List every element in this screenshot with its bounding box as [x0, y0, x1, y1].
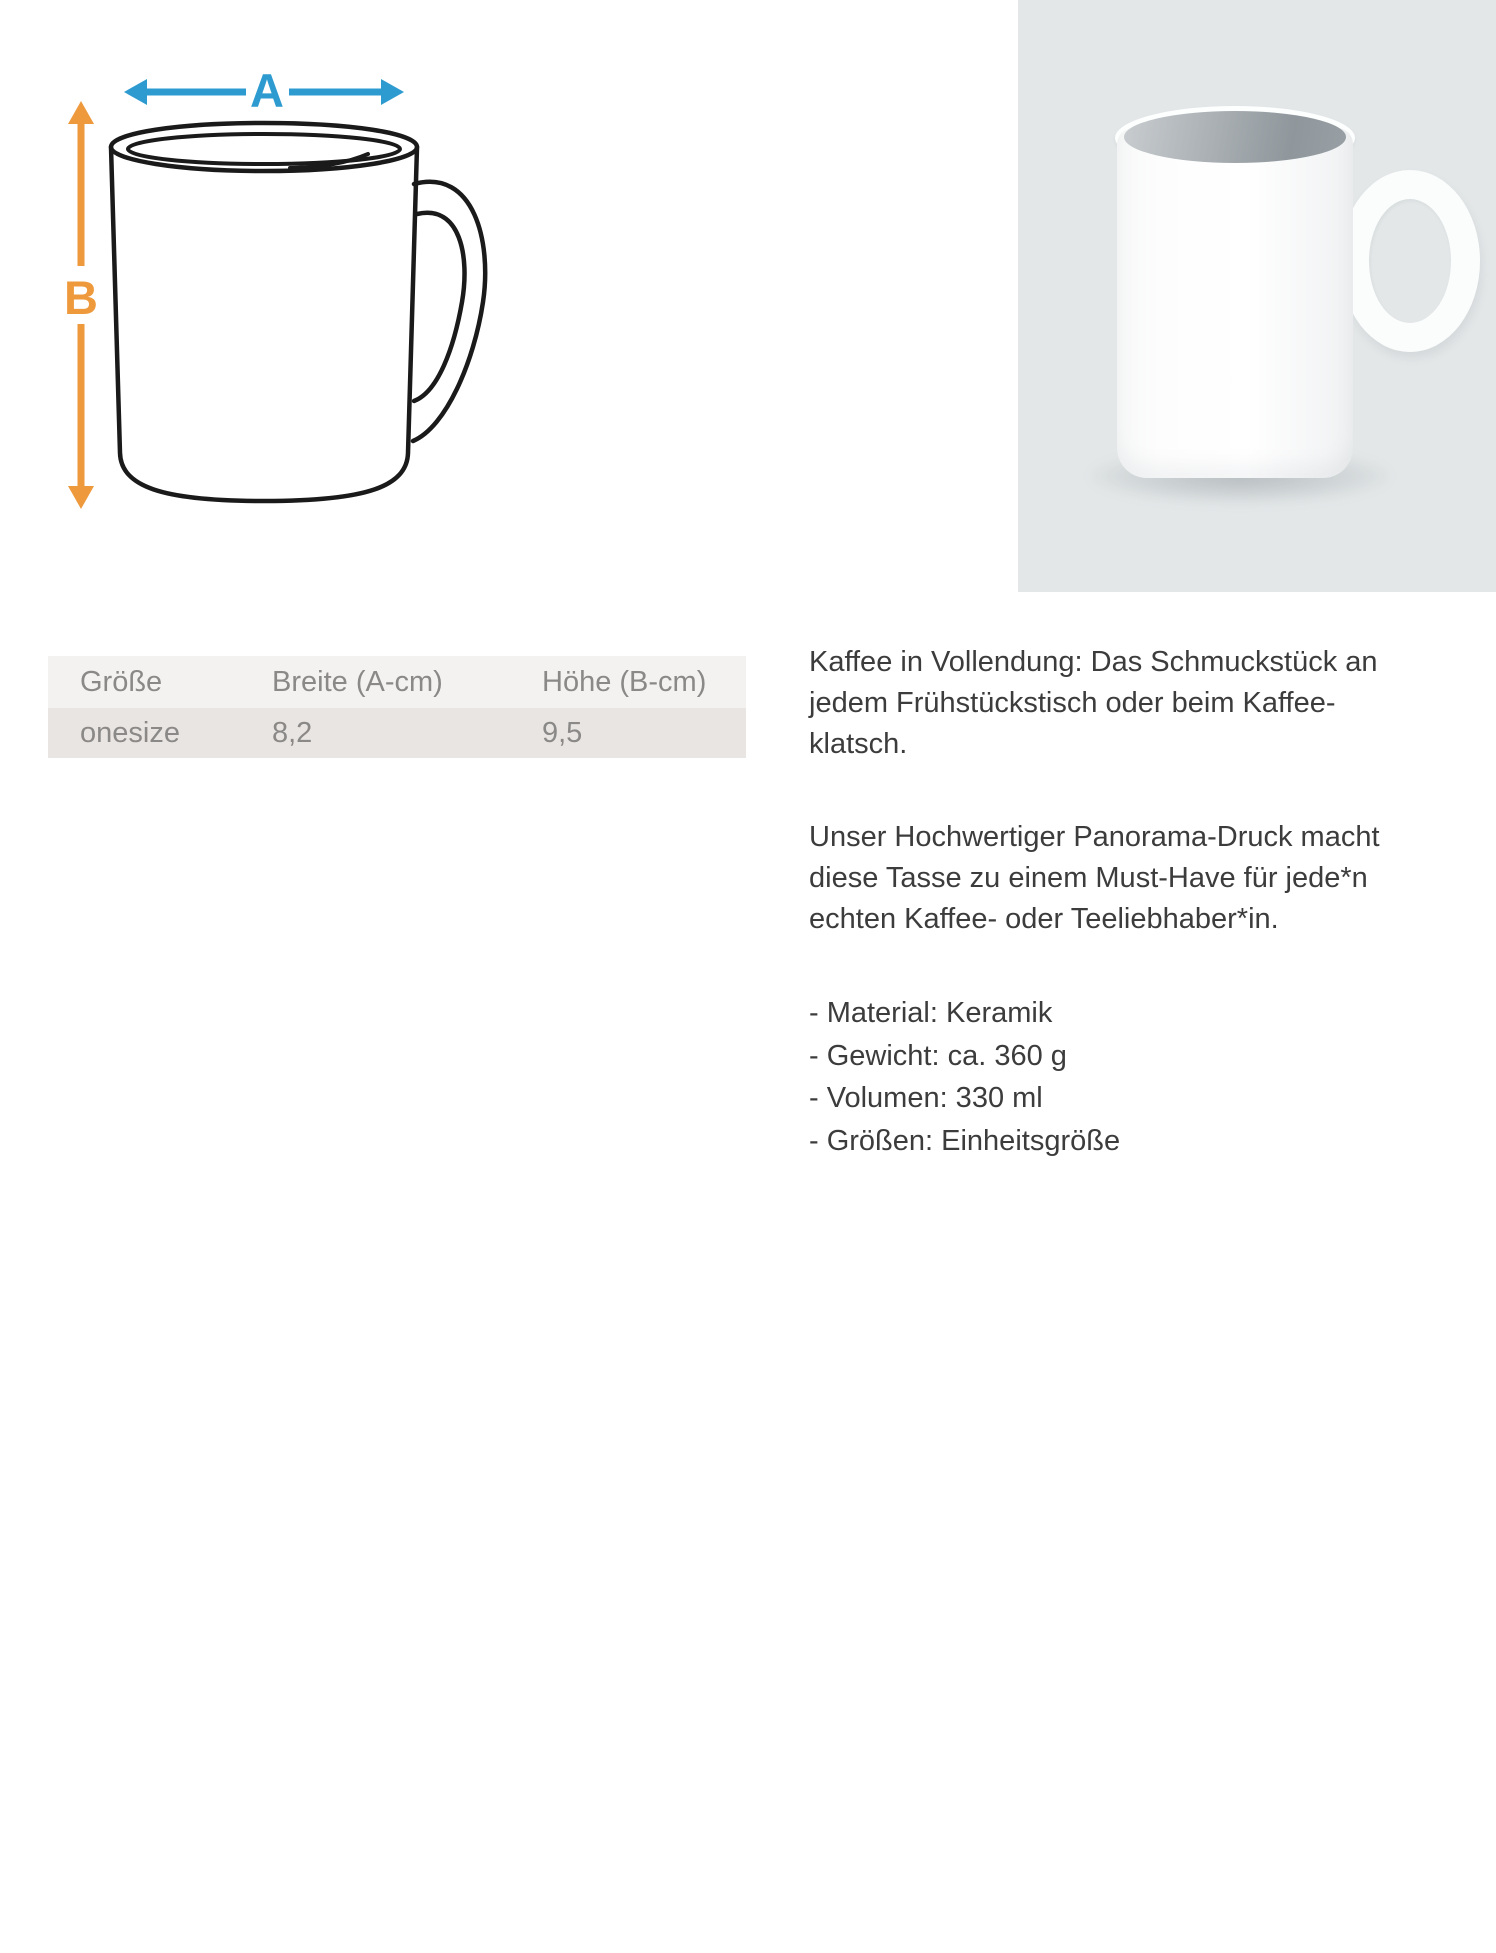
height-value: 9,5: [510, 708, 746, 758]
product-photo: [1018, 0, 1496, 592]
spec-volumen: - Volumen: 330 ml: [809, 1082, 1043, 1114]
description-line: echten Kaffee- oder Teeliebhaber*in.: [809, 903, 1279, 935]
arrow-right-icon: [381, 79, 404, 105]
arrow-down-icon: [68, 486, 94, 509]
size-value: onesize: [48, 708, 240, 758]
height-label-b: B: [64, 271, 98, 324]
description-line: Unser Hochwertiger Panorama-Druck macht: [809, 821, 1380, 853]
description-line: Kaffee in Vollendung: Das Schmuckstück an: [809, 646, 1378, 678]
mug-opening: [1124, 111, 1346, 163]
product-description: [809, 642, 1469, 1162]
spec-list: [809, 992, 1469, 1162]
height-arrow-b: [64, 101, 98, 509]
mug-body: [1117, 128, 1353, 478]
size-table-header-row: [48, 656, 746, 708]
mug-handle: [1340, 170, 1480, 352]
spec-material: - Material: Keramik: [809, 997, 1053, 1029]
size-table-header-breite: Breite (A-cm): [240, 656, 510, 708]
description-paragraph: [809, 642, 1469, 765]
width-arrow-a: [124, 64, 404, 117]
description-line: klatsch.: [809, 728, 908, 760]
size-table-header-hoehe: Höhe (B-cm): [510, 656, 746, 708]
table-row: [48, 708, 746, 758]
mug-handle-inner: [414, 213, 465, 401]
width-value: 8,2: [240, 708, 510, 758]
size-table: [48, 656, 746, 758]
spec-groessen: - Größen: Einheitsgröße: [809, 1124, 1121, 1157]
description-line: jedem Frühstückstisch oder beim Kaffee-: [809, 687, 1336, 719]
mug-dimension-diagram: [0, 0, 510, 540]
spec-gewicht: - Gewicht: ca. 360 g: [809, 1039, 1067, 1072]
description-line: diese Tasse zu einem Must-Have für jede*n: [809, 862, 1368, 894]
size-table-header-groesse: Größe: [48, 656, 240, 708]
description-paragraph: [809, 817, 1469, 940]
width-label-a: A: [250, 64, 284, 117]
mug-body-outline: [111, 123, 417, 501]
mug-outline-drawing: [111, 123, 485, 501]
